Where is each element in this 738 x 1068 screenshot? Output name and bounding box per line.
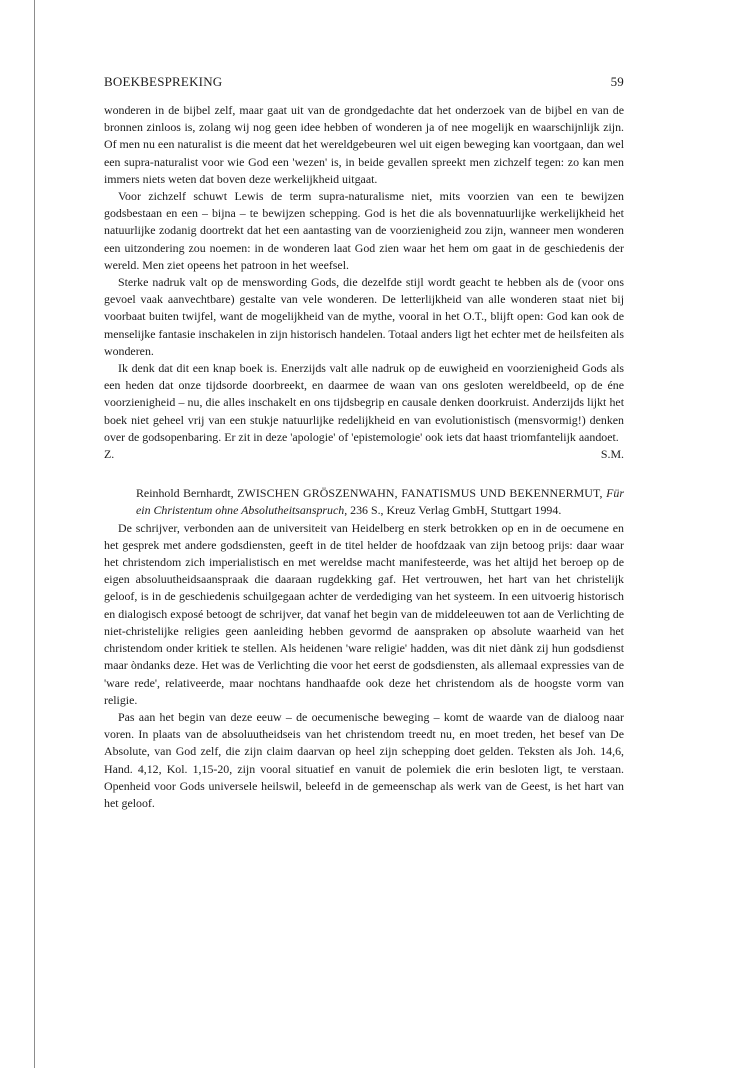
book-title: ZWISCHEN GRÖSZENWAHN, FANATISMUS UND BEKENNERMUT, bbox=[237, 486, 607, 501]
paragraph: Pas aan het begin van deze eeuw – de oecumenische beweging – komt de waarde van de dialoog naar voren. In plaats van de absoluutheidseis van het christendom treedt nu, en moet treden, het besef van De Absolute, van God zelf, die zijn claim daarvan op heel zijn schepping doet gelden. Teksten als Joh. 14,6, Hand. 4,12, Kol. 1,15-20, zijn vooral situatief en vanuit de polemiek die erin besloten ligt, te verstaan. Openheid voor Gods universele heilswil, beleefd in de gemeenschap als werk van de Geest, is het hart van het geloof. bbox=[104, 709, 624, 810]
page-number: 59 bbox=[610, 74, 624, 89]
book-page bbox=[104, 74, 624, 812]
paragraph: Voor zichzelf schuwt Lewis de term supra-naturalisme niet, mits voorzien van een te bewijzen godsbestaan en een – bijna – te bewijzen schepping. God is het die als bovennatuurlijke werkelijkheid het natuurlijke zodanig doortrekt dat het een aantasting van de voorzienigheid zou zijn, wanneer men wonderen een uitzondering zou noemen: in de wonderen laat God zien waar het hem om gaat in de geschiedenis der wereld. Men ziet opeens het patroon in het weefsel. bbox=[104, 189, 624, 272]
book-author: Reinhold Bernhardt, bbox=[136, 486, 238, 501]
signature-place: Z. bbox=[104, 447, 115, 462]
review-signature bbox=[104, 446, 624, 463]
review-bernhardt bbox=[104, 520, 624, 812]
book-publication: , 236 S., Kreuz Verlag GmbH, Stuttgart 1994. bbox=[344, 503, 562, 518]
review-lewis bbox=[104, 102, 624, 446]
book-citation bbox=[136, 485, 624, 519]
signature-initials: S.M. bbox=[600, 447, 624, 462]
scan-edge-line bbox=[34, 0, 35, 1068]
paragraph: wonderen in de bijbel zelf, maar gaat uit van de grondgedachte dat het onderzoek van de bijbel en van de bronnen zinloos is, zolang wij nog geen idee hebben of wonderen ja of nee mogelijk en waarschijnlijk zijn. Of men nu een naturalist is die meent dat het wereldgebeuren wel uit eigen beweging kan voortgaan, dan wel een supra-naturalist voor wie God een 'wezen' is, in beide gevallen spreekt men zichzelf tegen: zo kan men immers niets weten dat boven deze werkelijkheid uitgaat. bbox=[104, 103, 624, 186]
paragraph: De schrijver, verbonden aan de universiteit van Heidelberg en sterk betrokken op en in de oecumene en het gesprek met andere godsdiensten, geeft in de titel helder de hoofdzaak van zijn betoog prijs: daar waar het christendom zich imperialistisch en met wereldse macht manifesteerde, was het altijd het beroep op de eigen absoluutheidsaanspraak die daaraan rugdekking gaf. Het vertrouwen, het hart van het christelijk geloof, is in de geschiedenis schuilgegaan achter de verdediging van het systeem. In een uitvoerig historisch en dialogisch exposé betoogt de schrijver, dat vanaf het begin van de middeleeuwen tot aan de Verlichting de niet-christelijke religies geen aanleiding hebben gevormd de aanspraken op absolute waarheid van het christendom onder kritiek te stellen. Als heidenen 'ware religie' hadden, was dit niet dànk zij hun godsdienst maar òndanks deze. Het was de Verlichting die voor het eerst de godsdiensten, als allemaal expressies van de 'ware rede', relativeerde, maar nochtans handhaafde ook deze het christendom als de hoogste vorm van religie. bbox=[104, 520, 624, 707]
paragraph: Ik denk dat dit een knap boek is. Enerzijds valt alle nadruk op de euwigheid en voorzienigheid Gods als een heden dat onze tijdsorde doorbreekt, en daarmee de waan van ons gesloten wereldbeeld, op de éne voorzienigheid – nu, die alles inschakelt en ons tijdsbegrip en causale denken doorkruist. Anderzijds lijkt het boek niet geheel vrij van een stukje natuurlijke redelijkheid en van evolutionistisch (mensvormig!) denken over de godsopenbaring. Er zit in deze 'apologie' of 'epistemologie' ook iets dat haast triomfantelijk aandoet. bbox=[104, 361, 624, 444]
section-title: BOEKBESPREKING bbox=[104, 74, 223, 89]
paragraph: Sterke nadruk valt op de menswording Gods, die dezelfde stijl wordt geacht te hebben als de (voor ons gevoel vaak aanvechtbare) gestalte van vele wonderen. De letterlijkheid van alle wonderen staat niet bij voorbaat buiten twijfel, want de mogelijkheid van de mythe, vooral in het O.T., blijft open: God kan ook de menselijke fantasie inschakelen in zijn historisch handelen. Totaal anders ligt het echter met de heilsfeiten als wonderen. bbox=[104, 275, 624, 358]
running-head bbox=[104, 74, 624, 90]
book-subtitle: Für ein Christentum ohne Absolutheitsanspruch bbox=[136, 486, 624, 518]
